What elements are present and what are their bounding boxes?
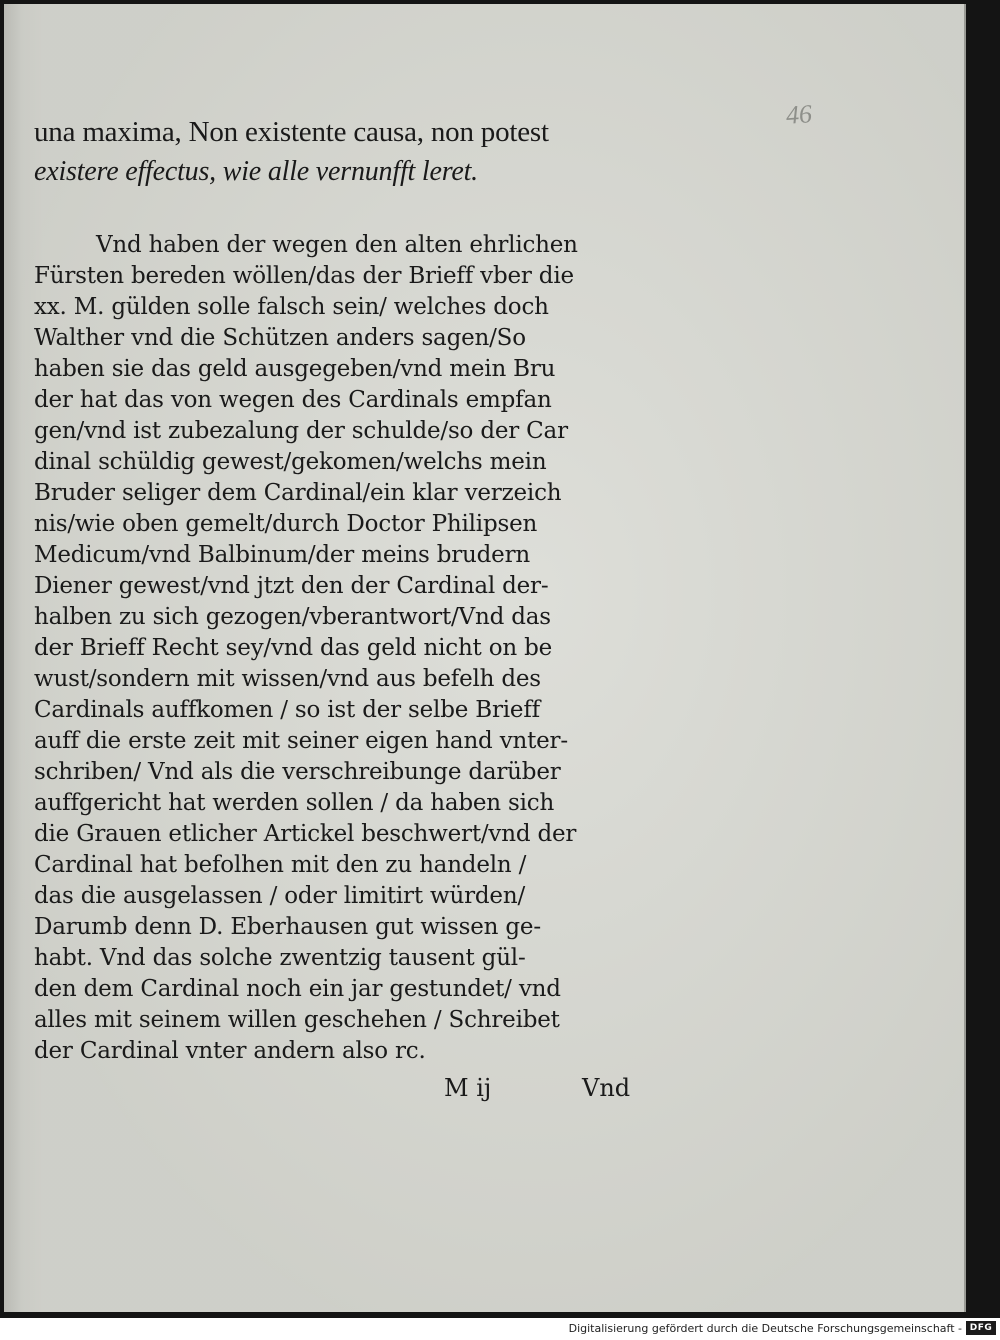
dfg-logo-icon[interactable]: DFG (966, 1321, 996, 1335)
text-line-14: Diener gewest/vnd jtzt den der Cardinal der- (34, 573, 549, 599)
text-line-18: Cardinals auffkomen / so ist der selbe Brieff (34, 697, 540, 723)
catchword: Vnd (582, 1074, 631, 1102)
text-line-7: haben sie das geld ausgegeben/vnd mein Bru (34, 356, 556, 382)
text-line-13: Medicum/vnd Balbinum/der meins brudern (34, 542, 530, 568)
text-line-19: auff die erste zeit mit seiner eigen hand vnter- (34, 728, 568, 754)
text-line-15: halben zu sich gezogen/vberantwort/Vnd das (34, 604, 551, 630)
text-line-27: den dem Cardinal noch ein jar gestundet/ vnd (34, 976, 561, 1002)
text-line-11: Bruder seliger dem Cardinal/ein klar verzeich (34, 480, 562, 506)
footer (0, 1318, 1000, 1340)
text-line-10: dinal schüldig gewest/gekomen/welchs mein (34, 449, 547, 475)
footer-text: Digitalisierung gefördert durch die Deutsche Forschungsgemeinschaft - (568, 1322, 962, 1335)
text-line-20: schriben/ Vnd als die verschreibunge darüber (34, 759, 561, 785)
text-line-8: der hat das von wegen des Cardinals empfan (34, 387, 552, 413)
text-line-1: una maxima, Non existente causa, non potest (34, 116, 549, 148)
text-line-3: Vnd haben der wegen den alten ehrlichen (96, 232, 578, 258)
text-line-4: Fürsten bereden wöllen/das der Brieff vber die (34, 263, 574, 289)
book-page (4, 4, 966, 1312)
text-line-25: Darumb denn D. Eberhausen gut wissen ge- (34, 914, 541, 940)
text-line-22: die Grauen etlicher Artickel beschwert/vnd der (34, 821, 577, 847)
text-line-6: Walther vnd die Schützen anders sagen/So (34, 325, 526, 351)
text-line-26: habt. Vnd das solche zwentzig tausent gül- (34, 945, 526, 971)
signature-mark: M ij (444, 1074, 492, 1102)
text-line-23: Cardinal hat befolhen mit den zu handeln / (34, 852, 527, 878)
text-line-28: alles mit seinem willen geschehen / Schreibet (34, 1007, 560, 1033)
text-line-5: xx. M. gülden solle falsch sein/ welches doch (34, 294, 549, 320)
text-line-9: gen/vnd ist zubezalung der schulde/so der Car (34, 418, 568, 444)
text-line-2: existere effectus, wie alle vernunfft leret. (34, 156, 478, 187)
text-line-16: der Brieff Recht sey/vnd das geld nicht on be (34, 635, 553, 661)
text-line-24: das die ausgelassen / oder limitirt würden/ (34, 883, 525, 909)
page-number: 46 (784, 99, 813, 130)
text-line-29: der Cardinal vnter andern also rc. (34, 1038, 426, 1064)
text-line-12: nis/wie oben gemelt/durch Doctor Philipsen (34, 511, 538, 537)
text-line-17: wust/sondern mit wissen/vnd aus befelh des (34, 666, 541, 692)
text-line-21: auffgericht hat werden sollen / da haben sich (34, 790, 555, 816)
